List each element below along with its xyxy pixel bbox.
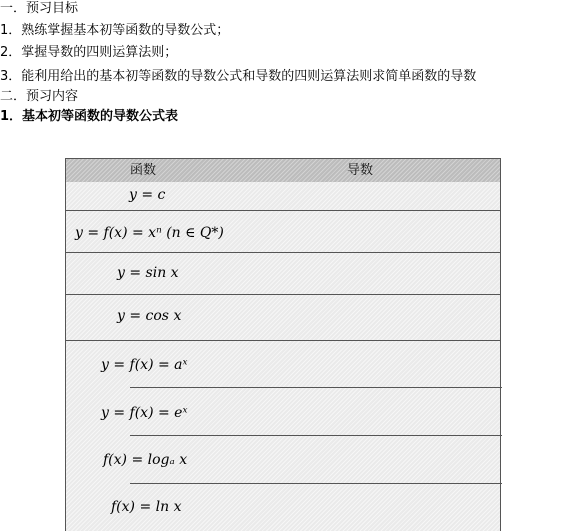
goal-item-3: 3．能利用给出的基本初等函数的导数公式和导数的四则运算法则求简单函数的导数 [0,69,477,84]
table-row-formula: y = f(x) = eˣ [101,405,188,421]
table-header [66,158,500,182]
row-divider [66,252,500,253]
row-divider [130,387,502,388]
table-row-formula: y = f(x) = xⁿ (n ∈ Q*) [75,225,224,241]
row-divider [130,435,502,436]
row-divider [66,294,500,295]
section-heading-goals: 一．预习目标 [0,1,79,16]
table-row-formula: y = sin x [117,265,179,281]
table-row-formula: y = cos x [117,308,182,324]
subsection-title: 1．基本初等函数的导数公式表 [0,109,179,124]
row-divider [130,483,502,484]
row-divider [66,340,500,341]
table-row-formula: y = f(x) = aˣ [101,357,188,373]
goal-item-1: 1．熟练掌握基本初等函数的导数公式； [0,23,230,38]
goal-item-2: 2．掌握导数的四则运算法则； [0,45,178,60]
table-row-formula: f(x) = ln x [111,499,182,515]
derivative-formula-table [65,158,501,531]
table-row-formula: y = c [129,187,166,203]
table-row-formula: f(x) = logₐ x [103,452,188,468]
row-divider [66,210,500,211]
section-heading-content: 二．预习内容 [0,89,79,104]
header-derivative: 导数 [347,163,374,178]
header-function: 函数 [130,163,157,178]
